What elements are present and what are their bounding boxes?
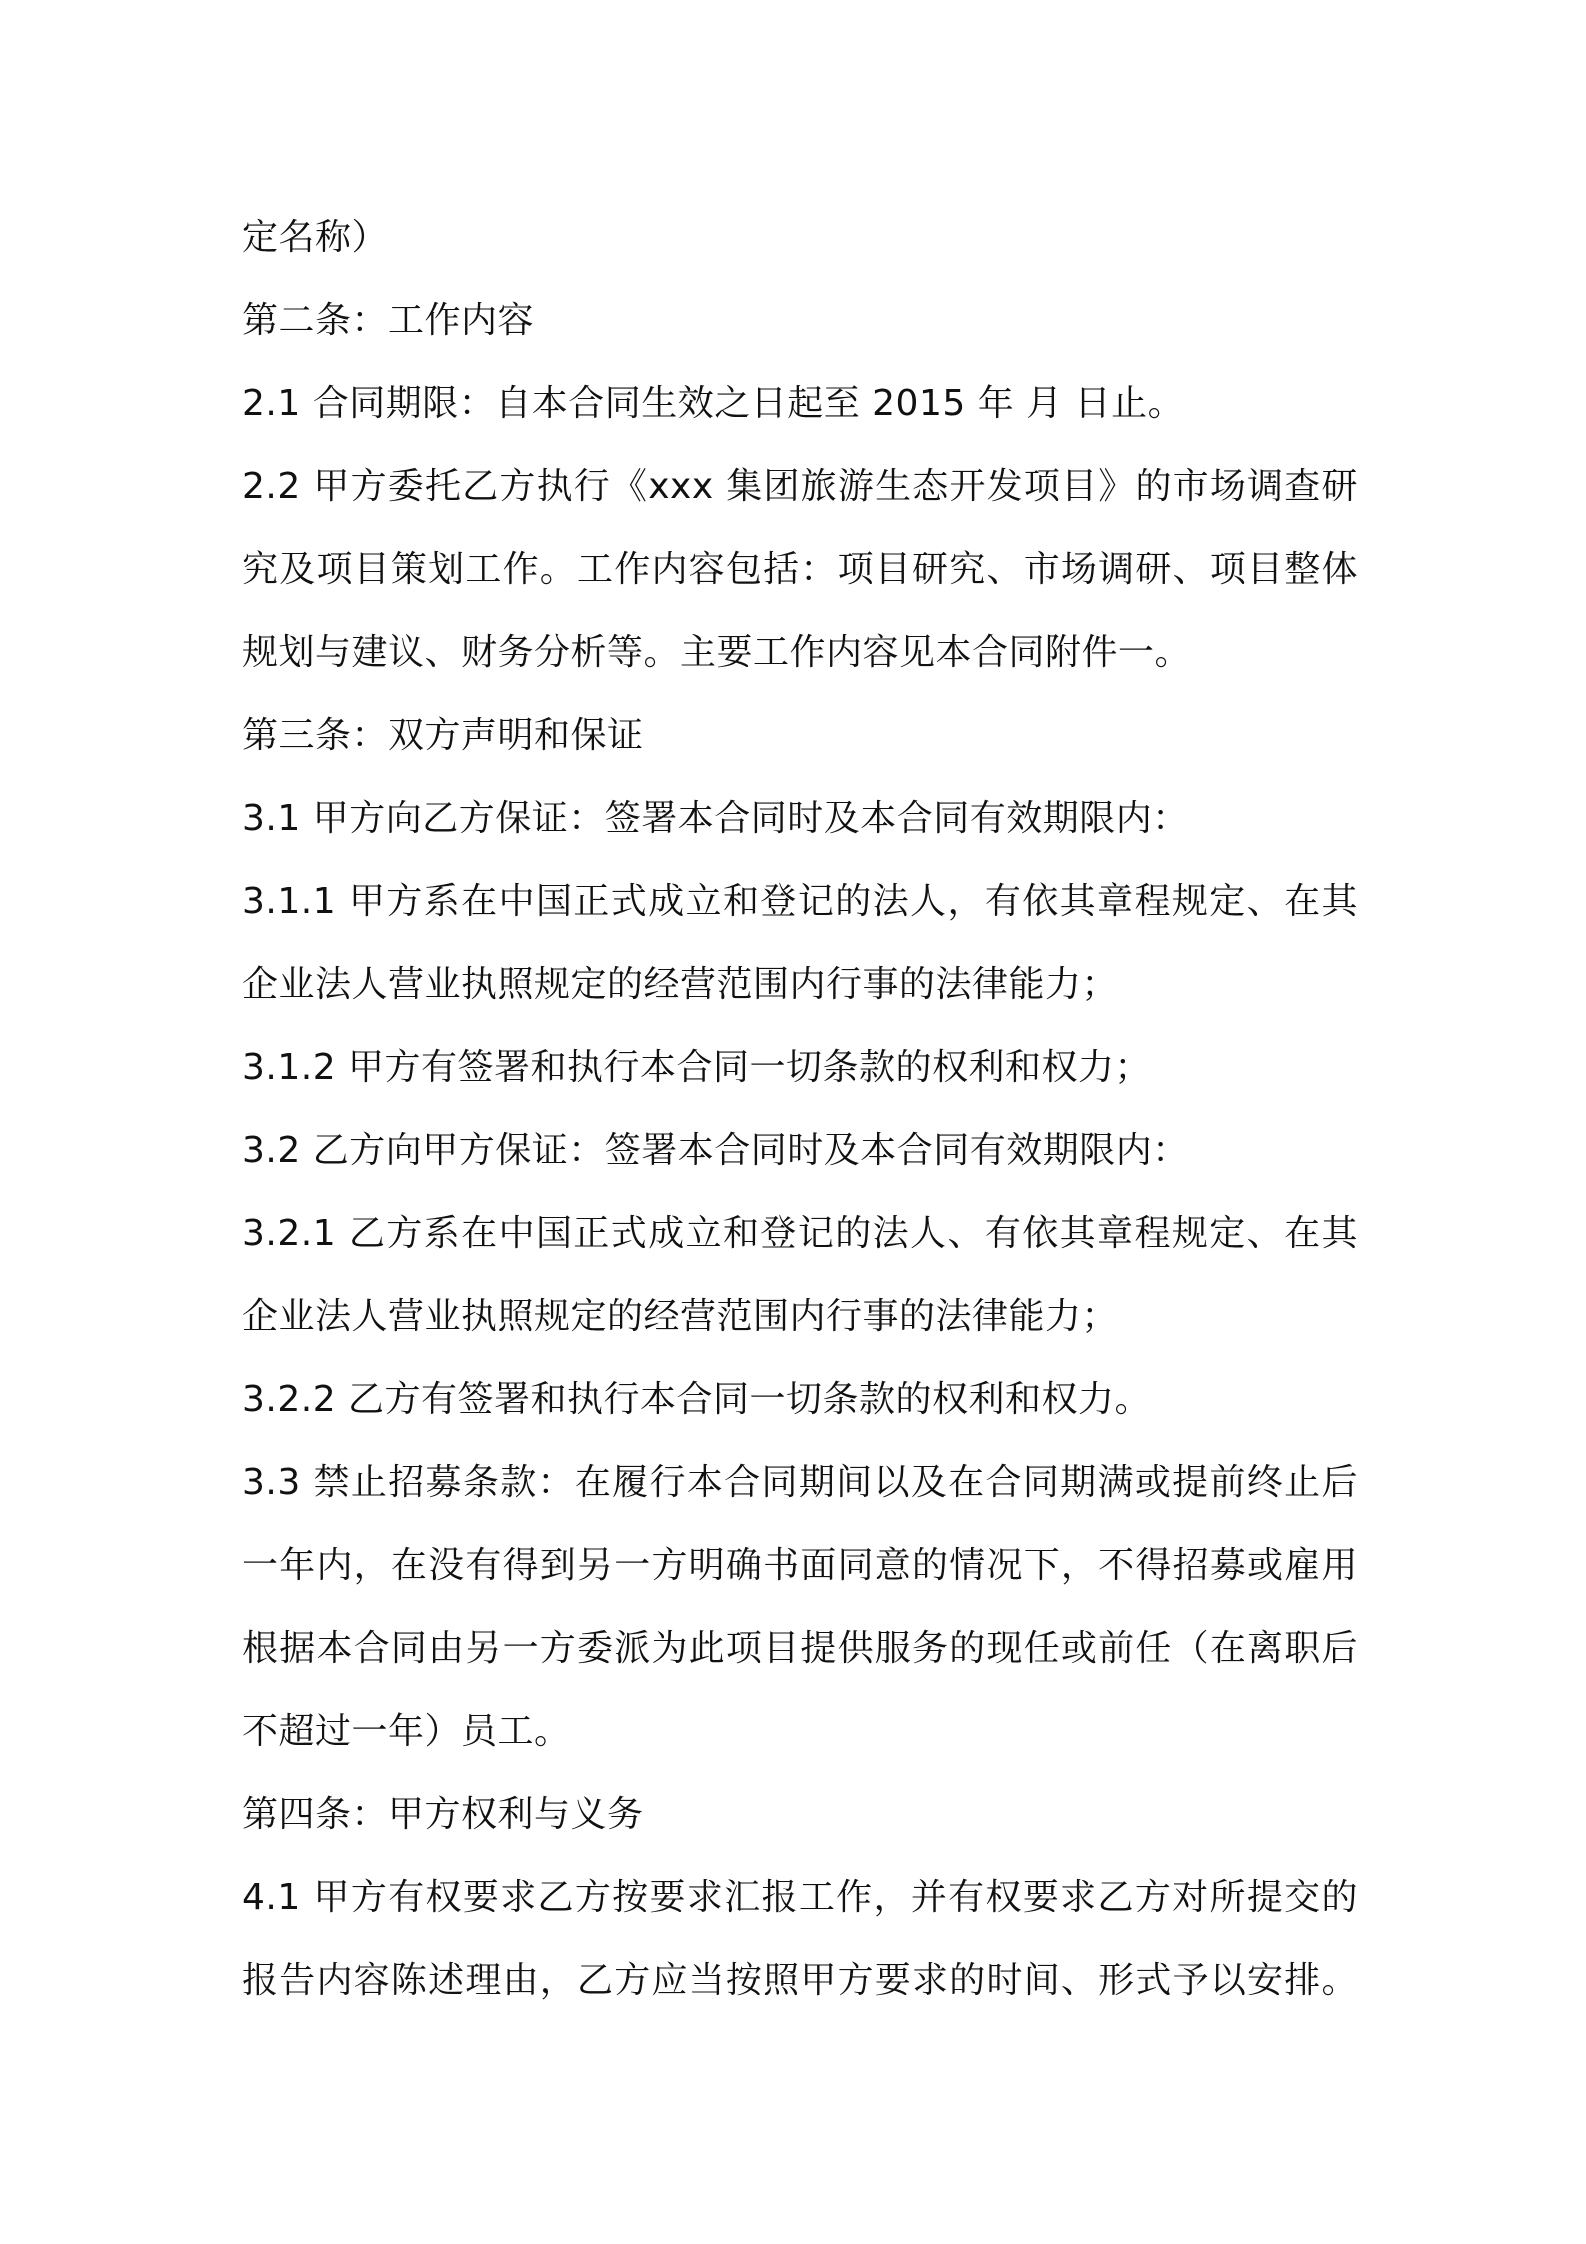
clause-3-2-1-line-1: 3.2.1 乙方系在中国正式成立和登记的法人、有依其章程规定、在其 [242,1213,1358,1254]
document-body [242,196,1358,2022]
clause-2-2-line-1: 2.2 甲方委托乙方执行《xxx 集团旅游生态开发项目》的市场调查研 [242,466,1358,507]
clause-3-1-1-line-2: 企业法人营业执照规定的经营范围内行事的法律能力； [242,964,1119,1005]
section-heading-4: 第四条：甲方权利与义务 [242,1794,644,1835]
clause-3-3-line-2: 一年内，在没有得到另一方明确书面同意的情况下，不得招募或雇用 [242,1545,1358,1586]
clause-3-2-1-line-2: 企业法人营业执照规定的经营范围内行事的法律能力； [242,1296,1119,1337]
clause-2-1: 2.1 合同期限：自本合同生效之日起至 2015 年 月 日止。 [242,383,1185,424]
text-line: 定名称） [242,217,389,258]
section-heading-2: 第二条：工作内容 [242,300,535,341]
clause-3-2: 3.2 乙方向甲方保证：签署本合同时及本合同有效期限内： [242,1130,1189,1171]
clause-3-3-line-3: 根据本合同由另一方委派为此项目提供服务的现任或前任（在离职后 [242,1628,1358,1669]
clause-3-3-line-4: 不超过一年）员工。 [242,1711,571,1752]
clause-4-1-line-1: 4.1 甲方有权要求乙方按要求汇报工作，并有权要求乙方对所提交的 [242,1877,1358,1918]
clause-3-1-1-line-1: 3.1.1 甲方系在中国正式成立和登记的法人，有依其章程规定、在其 [242,881,1358,922]
clause-4-1-line-2: 报告内容陈述理由，乙方应当按照甲方要求的时间、形式予以安排。 [242,1960,1358,2001]
clause-2-2-line-2: 究及项目策划工作。工作内容包括：项目研究、市场调研、项目整体 [242,549,1358,590]
section-heading-3: 第三条：双方声明和保证 [242,715,644,756]
clause-3-1: 3.1 甲方向乙方保证：签署本合同时及本合同有效期限内： [242,798,1189,839]
clause-3-3-line-1: 3.3 禁止招募条款：在履行本合同期间以及在合同期满或提前终止后 [242,1462,1358,1503]
clause-2-2-line-3: 规划与建议、财务分析等。主要工作内容见本合同附件一。 [242,632,1192,673]
clause-3-2-2: 3.2.2 乙方有签署和执行本合同一切条款的权利和权力。 [242,1379,1152,1420]
clause-3-1-2: 3.1.2 甲方有签署和执行本合同一切条款的权利和权力； [242,1047,1152,1088]
